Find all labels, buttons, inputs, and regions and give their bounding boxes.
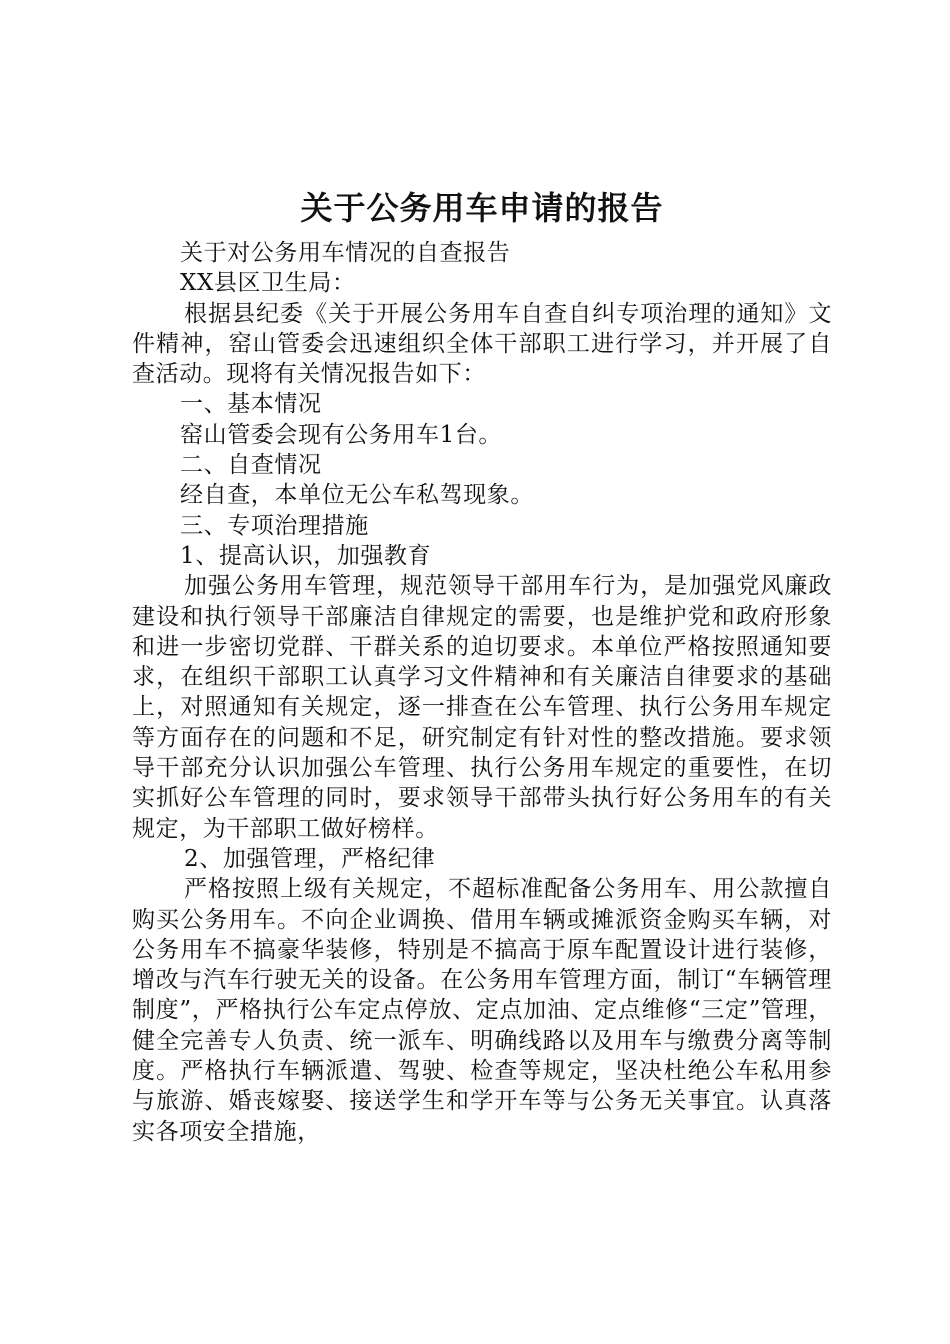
subheading-management: 2、加强管理，严格纪律 (184, 845, 436, 872)
document-title: 关于公务用车申请的报告 (300, 189, 664, 227)
report-subtitle: 关于对公务用车情况的自查报告 (180, 240, 511, 266)
awareness-paragraph: 加强公务用车管理，规范领导干部用车行为，是加强党风廉政建设和执行领导干部廉洁自律规定的需要，也是维护党和政府形象和进一步密切党群、干群关系的迫切要求。本单位严格按照通知要求，在组织干部职工认真学习文件精神和有关廉洁自律要求的基础上，对照通知有关规定，逐一排查在公车管理、执行公务用车规定等方面存在的问题和不足，研究制定有针对性的整改措施。要求领导干部充分认识加强公车管理、执行公务用车规定的重要性，在切实抓好公车管理的同时，要求领导干部带头执行好公务用车的有关规定，为干部职工做好榜样。 (132, 573, 832, 842)
section-heading-basic: 一、基本情况 (180, 391, 322, 418)
basic-info-paragraph: 窑山管委会现有公务用车1台。 (180, 421, 503, 448)
subheading-awareness: 1、提高认识，加强教育 (180, 542, 432, 569)
recipient-line: XX县区卫生局： (180, 270, 356, 297)
document-page (132, 180, 832, 1147)
section-heading-measures: 三、专项治理措施 (180, 512, 369, 539)
section-heading-self-check: 二、自查情况 (180, 452, 322, 479)
self-check-paragraph: 经自查，本单位无公车私驾现象。 (180, 482, 534, 509)
management-paragraph: 严格按照上级有关规定，不超标准配备公务用车、用公款擅自购买公务用车。不向企业调换、借用车辆或摊派资金购买车辆，对公务用车不搞豪华装修，特别是不搞高于原车配置设计进行装修，增改与汽车行驶无关的设备。在公务用车管理方面，制订“车辆管理制度”，严格执行公车定点停放、定点加油、定点维修“三定”管理，健全完善专人负责、统一派车、明确线路以及用车与缴费分离等制度。严格执行车辆派遣、驾驶、检查等规定，坚决杜绝公车私用参与旅游、婚丧嫁娶、接送学生和学开车等与公务无关事宜。认真落实各项安全措施， (132, 876, 832, 1145)
intro-paragraph: 根据县纪委《关于开展公务用车自查自纠专项治理的通知》文件精神，窑山管委会迅速组织全体干部职工进行学习，并开展了自查活动。现将有关情况报告如下： (132, 300, 832, 388)
